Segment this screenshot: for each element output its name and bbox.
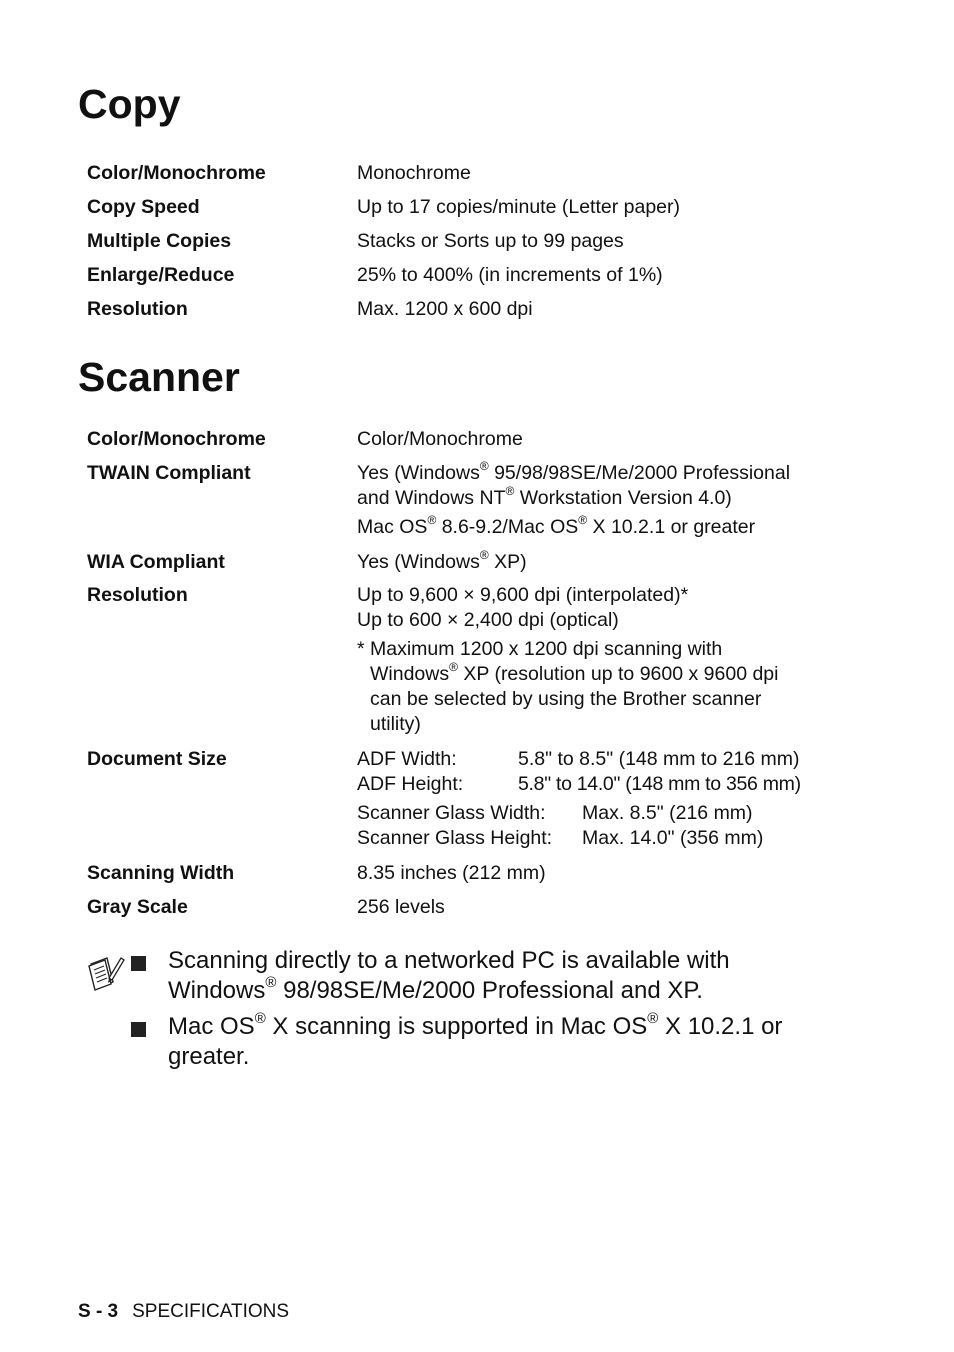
- spec-label: Multiple Copies: [87, 230, 232, 252]
- spec-value: [357, 747, 837, 851]
- spec-label: Copy Speed: [87, 196, 200, 218]
- text-run: greater.: [168, 1043, 250, 1070]
- registered-mark: ®: [505, 483, 515, 498]
- text-run: and Windows NT: [357, 487, 506, 509]
- spec-label: Color/Monochrome: [87, 162, 266, 184]
- spec-label: TWAIN Compliant: [87, 462, 251, 484]
- footnote-text: * Maximum 1200 x 1200 dpi scanning with: [357, 638, 723, 660]
- text-run: Up to 600 × 2,400 dpi (optical): [357, 609, 619, 631]
- text-run: X 10.2.1 or: [658, 1013, 783, 1040]
- text-run: 8.6-9.2/Mac OS: [436, 516, 579, 538]
- dim-value: Max. 14.0" (356 mm): [582, 827, 764, 849]
- spec-label: Document Size: [87, 748, 227, 770]
- spec-label: Scanning Width: [87, 862, 235, 884]
- dim-label: ADF Height:: [357, 773, 464, 795]
- text-run: 98/98SE/Me/2000 Professional and XP.: [276, 977, 703, 1004]
- note-pencil-icon: [87, 952, 125, 992]
- spec-value: 256 levels: [357, 896, 445, 918]
- footnote-text: utility): [370, 713, 421, 735]
- spec-value: Up to 17 copies/minute (Letter paper): [357, 196, 681, 218]
- dim-value: 5.8" to 14.0" (148 mm to 356 mm): [518, 773, 801, 795]
- registered-mark: ®: [265, 974, 277, 991]
- text-run: Yes (Windows: [357, 462, 480, 484]
- scanner-heading: Scanner: [78, 354, 240, 400]
- spec-label: Resolution: [87, 298, 188, 320]
- text-run: XP (resolution up to 9600 x 9600 dpi: [457, 663, 779, 685]
- dim-label: ADF Width:: [357, 748, 457, 770]
- spec-label: Resolution: [87, 584, 188, 606]
- text-run: X 10.2.1 or greater: [587, 516, 756, 538]
- page-footer: [78, 1301, 289, 1323]
- dim-value: 5.8" to 8.5" (148 mm to 216 mm): [518, 748, 800, 770]
- square-bullet-icon: [131, 1022, 146, 1037]
- text-run: Mac OS: [168, 1013, 255, 1040]
- registered-mark: ®: [254, 1010, 266, 1027]
- registered-mark: ®: [427, 512, 437, 527]
- spec-label: Enlarge/Reduce: [87, 264, 235, 286]
- note-text: [168, 1012, 838, 1072]
- registered-mark: ®: [479, 547, 489, 562]
- text-run: Windows: [168, 977, 266, 1004]
- spec-value: Color/Monochrome: [357, 428, 523, 450]
- text-run: Scanning directly to a networked PC is available with: [168, 947, 730, 974]
- text-run: Up to 9,600 × 9,600 dpi (interpolated)*: [357, 584, 689, 606]
- footnote-text: can be selected by using the Brother scanner: [370, 688, 762, 710]
- dim-label: Scanner Glass Height:: [357, 827, 553, 849]
- text-run: Workstation Version 4.0): [514, 487, 732, 509]
- spec-value: [357, 583, 778, 737]
- spec-value: 25% to 400% (in increments of 1%): [357, 264, 663, 286]
- spec-value: Monochrome: [357, 162, 471, 184]
- registered-mark: ®: [449, 659, 458, 674]
- dim-value: Max. 8.5" (216 mm): [582, 802, 753, 824]
- spec-label: Gray Scale: [87, 896, 188, 918]
- spec-value: [357, 458, 791, 540]
- text-run: XP): [488, 551, 527, 573]
- text-run: Windows: [370, 663, 450, 685]
- dim-label: Scanner Glass Width:: [357, 802, 546, 824]
- text-run: Mac OS: [357, 516, 428, 538]
- spec-value: Max. 1200 x 600 dpi: [357, 298, 533, 320]
- spec-value: [357, 547, 527, 575]
- spec-label: WIA Compliant: [87, 551, 225, 573]
- square-bullet-icon: [131, 956, 146, 971]
- text-run: X scanning is supported in Mac OS: [265, 1013, 648, 1040]
- note-text: [168, 946, 838, 1006]
- spec-label: Color/Monochrome: [87, 428, 266, 450]
- spec-value: 8.35 inches (212 mm): [357, 862, 546, 884]
- text-run: 95/98/98SE/Me/2000 Professional: [488, 462, 791, 484]
- page-number: S - 3: [78, 1301, 119, 1322]
- registered-mark: ®: [647, 1010, 659, 1027]
- copy-heading: Copy: [78, 81, 181, 127]
- registered-mark: ®: [479, 458, 489, 473]
- section-name: SPECIFICATIONS: [132, 1301, 290, 1322]
- spec-value: Stacks or Sorts up to 99 pages: [357, 230, 624, 252]
- text-run: Yes (Windows: [357, 551, 480, 573]
- registered-mark: ®: [578, 512, 588, 527]
